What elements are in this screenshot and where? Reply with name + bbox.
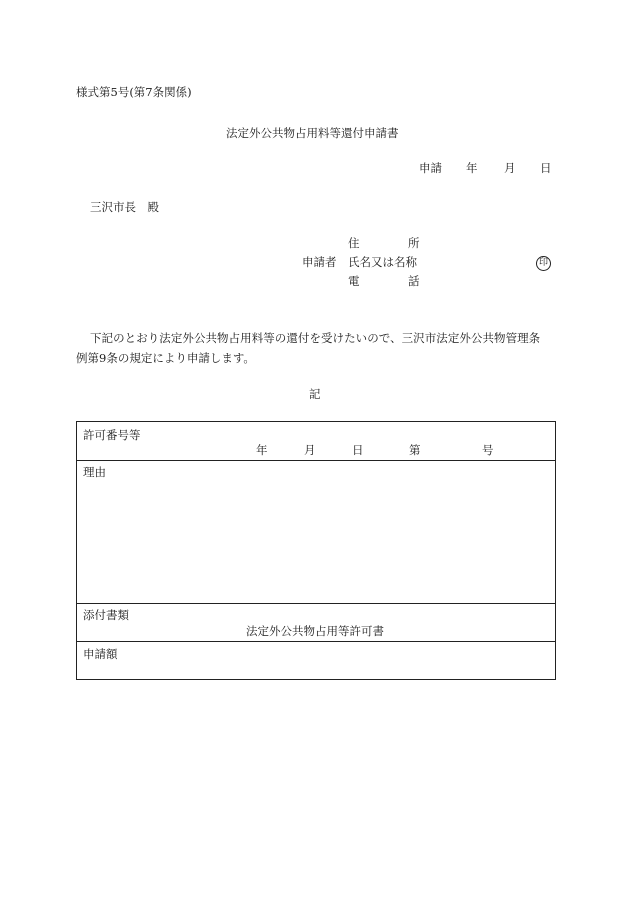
name-label: 氏名又は名称	[348, 255, 417, 269]
date-year: 年	[466, 161, 478, 175]
date-day: 日	[540, 161, 552, 175]
permit-row	[77, 422, 555, 461]
permit-dai: 第	[409, 443, 421, 457]
address-label-2: 所	[408, 236, 420, 250]
body-line-1: 下記のとおり法定外公共物占用料等の還付を受けたいので、三沢市法定外公共物管理条	[90, 331, 541, 345]
permit-day: 日	[352, 443, 364, 457]
date-label: 申請	[419, 161, 442, 175]
form-number: 様式第5号(第7条関係)	[76, 85, 192, 99]
phone-label-2: 話	[408, 274, 420, 288]
addressee: 三沢市長 殿	[90, 200, 159, 214]
amount-row	[77, 642, 555, 680]
ki-heading: 記	[309, 387, 321, 401]
date-month: 月	[504, 161, 516, 175]
permit-month: 月	[304, 443, 316, 457]
seal-mark: 印	[536, 256, 551, 271]
permit-label: 許可番号等	[83, 428, 141, 442]
document-title: 法定外公共物占用料等還付申請書	[226, 126, 399, 140]
attachment-value: 法定外公共物占用等許可書	[246, 624, 384, 638]
permit-go: 号	[482, 443, 494, 457]
address-label-1: 住	[348, 236, 360, 250]
body-line-2: 例第9条の規定により申請します。	[76, 351, 255, 365]
phone-label-1: 電	[348, 274, 360, 288]
amount-label: 申請額	[83, 647, 118, 661]
attachment-label: 添付書類	[83, 608, 129, 622]
application-table	[76, 421, 556, 680]
permit-year: 年	[256, 443, 268, 457]
attachment-row	[77, 604, 555, 642]
reason-row	[77, 461, 555, 604]
applicant-label: 申請者	[302, 255, 337, 269]
reason-label: 理由	[83, 465, 106, 479]
